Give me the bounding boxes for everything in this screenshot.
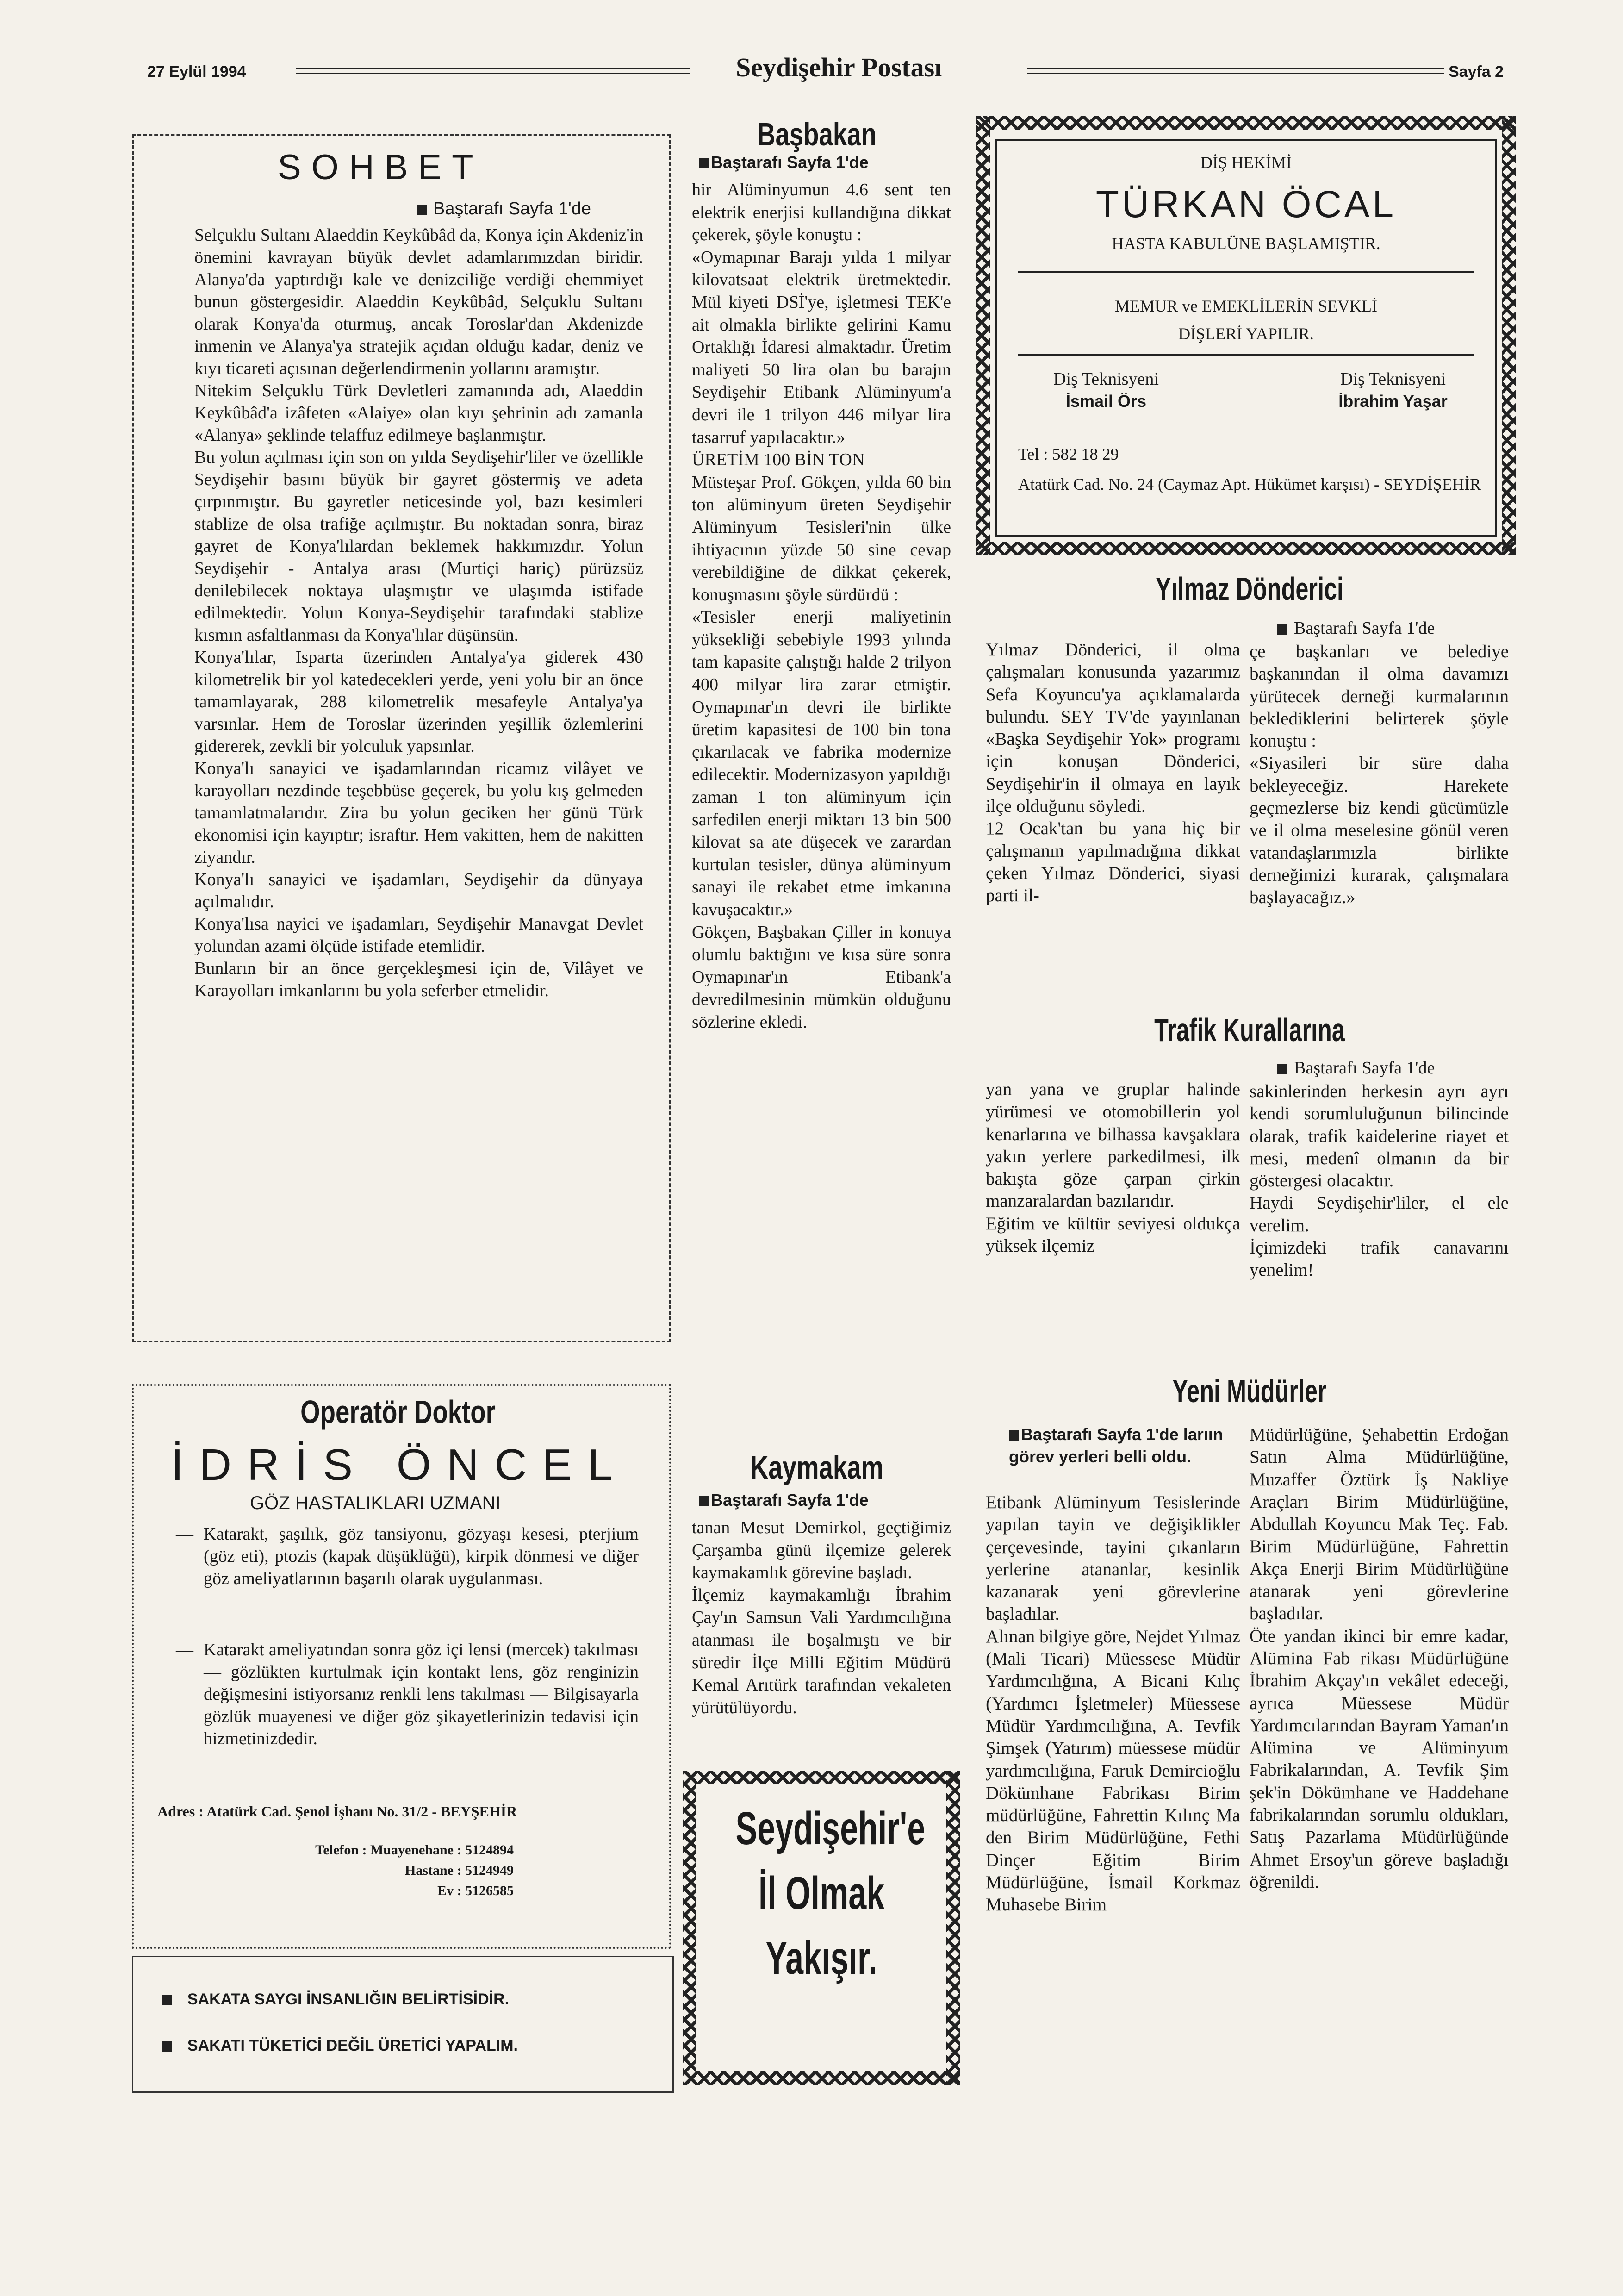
sohbet-continued bbox=[417, 199, 591, 219]
bullet-square-icon bbox=[417, 205, 427, 215]
doctor-service-2: — Katarakt ameliyatından sonra göz içi lensi (mercek) takılması — gözlükten kurtulmak için kontakt lens, göz renginizin değişmesini istiyorsanız renkli lens takılması — Bilgisayarla gözlük muayenesi ve diğer göz şikayetlerinizin tedavisi için hizmetinizdedir. bbox=[176, 1639, 639, 1750]
dentist-address: Atatürk Cad. No. 24 (Caymaz Apt. Hükümet karşısı) - SEYDİŞEHİR bbox=[1018, 475, 1481, 493]
il-olmak-border-top bbox=[683, 1771, 960, 1784]
slogans-box bbox=[132, 1956, 674, 2093]
bullet-square-icon bbox=[1277, 1064, 1287, 1074]
mudurler-body-left: Etibank Alüminyum Tesislerinde yapılan tayin ve değişiklikler çerçevesinde, tayini çıkanların yerlerine atananlar, kesinlik kazanarak yeni görevlerine başladılar. Alınan bilgiye göre, Nejdet Yılmaz (Mali Ticari) Müessese Müdür Yardımcılığına, A Bicani Kılıç (Yardımcı İşletmeler) Müessese Müdür Yardımcılığına, A. Tevfik Şimşek (Yatırım) müessese müdür yardımcılığına, Faruk Demircioğlu Dökümhane Fabrikası Birim müdürlüğüne, Fahrettin Kılınç Ma den Birim Müdürlüğüne, Fethi Dinçer Eğitim Birim Müdürlüğüne, İsmail Korkmaz Muhasebe Birim bbox=[986, 1492, 1240, 1915]
phone-row: Telefon : Muayenehane : 5124894 bbox=[315, 1842, 514, 1858]
il-olmak-text bbox=[735, 1796, 926, 1990]
technician-2-name: İbrahim Yaşar bbox=[1338, 392, 1448, 411]
phone-row: Ev : 5126585 bbox=[437, 1883, 514, 1898]
il-olmak-line-2: İl Olmak bbox=[758, 1867, 885, 1919]
basbakan-title: Başbakan bbox=[757, 116, 877, 152]
trafik-body-right: sakinlerinden herkesin ayrı ayrı kendi sorumluluğunun bilincinde olarak, trafik kaidelerine riayet et mesi, medenî olmanın da bir göstergesi olacaktır. Haydi Seydişehir'liler, el ele verelim. İçimizdeki trafik canavarını yenelim! bbox=[1250, 1081, 1509, 1280]
yilmaz-title: Yılmaz Dönderici bbox=[1155, 571, 1344, 607]
technician-1-name: İsmail Örs bbox=[1065, 392, 1147, 411]
phone-row: Hastane : 5124949 bbox=[405, 1863, 514, 1878]
bullet-square-icon bbox=[162, 1995, 172, 2005]
sohbet-body: Selçuklu Sultanı Alaeddin Keykûbâd da, Konya için Akdeniz'in önemini kavrayan büyük devlet adamlarımızdan biridir. Alanya'da yaptırdığı kale ve denizciliğe verdiği ehemmiyet bunun göstergesidir. Alaeddin Keykûbâd, Selçuklu Sultanı olarak Konya'da oturmuş, ancak Toroslar'dan Akdenizde inmenin ve Alanya'ya stratejik açıdan olduğu kadar, deniz ve kıyı ticareti açısınan değerlendirmenin yollarını aramıştır. Nitekim Selçuklu Türk Devletleri zamanında adı, Alaeddin Keykûbâd'a izâfeten «Alaiye» olan kıyı şehrinin adı zamanla «Alanya» şeklinde telaffuz edilmeye başlanmıştır. Bu yolun açılması için son on yılda Seydişehir'liler ve özellikle Seydişehir basını büyük bir gayret göstermiş ve adeta çırpınmıştır. Bu gayretler neticesinde yol, bazı kesimleri stablize de olsa trafiğe açılmıştır. Bu noktadan sonra, biraz gayret de Konya'lılardan beklemek hakkımızdır. Yolun Seydişehir - Antalya arası (Murtiçi hariç) pürüzsüz denilebilecek noktaya ulaşmıştır ve ulaşımda istifade edilmektedir. Yolun Konya-Seydişehir tarafındaki stablize kısmın asfaltlanması da Konya'lılar düşünsün. Konya'lılar, Isparta üzerinden Antalya'ya giderek 430 kilometrelik bir yol katedecekleri yerde, yeni yolu bir an önce tamamlayarak, 288 kilometrelik mesafeyle Antalya'ya varsınlar. Hem de Toroslar üzerinden yeşillik özlemlerini gidererek, zevkli bir yolculuk yapsınlar. Konya'lı sanayici ve işadamlarından ricamız vilâyet ve karayolları nezdinde teşebbüse geçerek, bu yolu kış gelmeden tamamlatmalarıdır. Zira bu yolun geciken her günü Türk ekonomisi için kayıptır; israftır. Hem vakitten, hem de nakitten ziyandır. Konya'lı sanayici ve işadamları, Seydişehir da dünyaya açılmalıdır. Konya'lısa nayici ve işadamları, Seydişehir Manavgat Devlet yolundan azami ölçüde istifade etemlidir. Bunların bir an önce gerçekleşmesi için de, Vilâyet ve Karayolları imkanlarını bu yola seferber etmelidir. bbox=[194, 225, 643, 1000]
technician-2-title: Diş Teknisyeni bbox=[1340, 369, 1446, 389]
il-olmak-line-1: Seydişehir'e bbox=[735, 1803, 926, 1854]
basbakan-lead: Baştarafı Sayfa 1'de bbox=[711, 153, 869, 172]
il-olmak-border-right bbox=[946, 1771, 960, 2085]
doctor-service-1-text: Katarakt, şaşılık, göz tansiyonu, gözyaşı kesesi, pterjium (göz eti), ptozis (kapak düşüklüğü), kirpik dönmesi ve diğer göz ameliyatlarının başarılı olarak uygulanması. bbox=[204, 1524, 639, 1588]
trafik-lead: Baştarafı Sayfa 1'de bbox=[1294, 1058, 1435, 1078]
mudurler-title: Yeni Müdürler bbox=[1172, 1373, 1327, 1409]
il-olmak-line-3: Yakışır. bbox=[765, 1932, 877, 1984]
slogan-1: SAKATA SAYGI İNSANLIĞIN BELİRTİSİDİR. bbox=[162, 1990, 509, 2009]
dentist-phone: Tel : 582 18 29 bbox=[1018, 445, 1119, 463]
dentist-border-bottom bbox=[976, 542, 1516, 555]
dentist-divider-2 bbox=[1018, 354, 1474, 356]
mudurler-lead: Baştarafı Sayfa 1'de larıın görev yerleri belli oldu. bbox=[1009, 1425, 1223, 1466]
doctor-address: Adres : Atatürk Cad. Şenol İşhanı No. 31/2 - BEYŞEHİR bbox=[157, 1803, 517, 1820]
yilmaz-continued bbox=[1277, 618, 1435, 638]
technician-2 bbox=[1296, 368, 1490, 412]
technician-1-title: Diş Teknisyeni bbox=[1053, 369, 1159, 389]
dentist-border-left bbox=[976, 116, 990, 555]
il-olmak-border-left bbox=[683, 1771, 696, 2085]
bullet-square-icon bbox=[1277, 624, 1287, 635]
mudurler-continued bbox=[1009, 1423, 1231, 1468]
kaymakam-lead: Baştarafı Sayfa 1'de bbox=[711, 1491, 869, 1510]
bullet-square-icon bbox=[1009, 1430, 1019, 1441]
mudurler-body-right: Müdürlüğüne, Şehabettin Erdoğan Satın Alma Müdürlüğüne, Muzaffer Öztürk İş Nakliye Araçları Birim Müdürlüğüne, Abdullah Koyuncu Mak Teç. Fab. Birim Müdürlüğüne, Fahrettin Akça Enerji Birim Müdürlüğüne atanarak yeni görevlerine başladılar. Öte yandan ikinci bir emre kadar, Alümina Fab rikası Müdürlüğüne İbrahim Akçay'ın vekâlet edeceği, ayrıca Müessese Müdür Yardımcılarından Bayram Yaman'ın Alüminа ve Alüminyum Fabrikalarından, A. Tevfik Şim şek'in Dökümhane ve Haddehane fabrikalarından sorumlu oldukları, Satış Pazarlama Müdürlüğünde Ahmet Ersoy'un göreve başladığı öğrenildi. bbox=[1250, 1425, 1509, 1892]
bullet-square-icon bbox=[699, 1496, 709, 1506]
yilmaz-body-left: Yılmaz Dönderici, il olma çalışmaları konusunda yazarımız Sefa Koyuncu'ya açıklamalarda bulundu. SEY TV'de yayınlanan «Başka Seydişehir Yok» programı için konuşan Dönderici, Seydişehir'in il olmaya en layık ilçe olduğunu söyledi. 12 Ocak'tan bu yana hiç bir çalışmanın yapılmadığına dikkat çeken Yılmaz Dönderici, siyasi parti il- bbox=[986, 640, 1240, 906]
trafik-continued bbox=[1277, 1058, 1435, 1078]
doctor-service-1: — Katarakt, şaşılık, göz tansiyonu, gözyaşı kesesi, pterjium (göz eti), ptozis (kapak düşüklüğü), kirpik dönmesi ve diğer göz ameliyatlarının başarılı olarak uygulanması. bbox=[176, 1523, 639, 1590]
basbakan-body: hir Alüminyumun 4.6 sent ten elektrik enerjisi kullandığına dikkat çekerek, şöyle konuştu : «Oymapınar Barajı yılda 1 milyar kilovatsaat elektrik üretmektedir. Mül kiyeti DSİ'ye, işletmesi TEK'e ait olmakla birlikte gelirini Kamu Ortaklığı İdaresi almaktadır. Üretim maliyeti 50 lira olan bu barajın Seydişehir Etibank Alüminyum'a devri ile 1 trilyon 446 milyar lira tasarruf yapılacaktır.» ÜRETİM 100 BİN TON Müsteşar Prof. Gökçen, yılda 60 bin ton alüminyum üreten Seydişehir Alüminyum Tesisleri'nin ülke ihtiyacının yüzde 50 sine cevap verebildiğine de dikkat çekerek, konuşmasını şöyle sürdürdü : «Tesisler enerji maliyetinin yüksekliği sebebiyle 1993 yılında tam kapasite çalıştığı halde 2 trilyon 400 milyar lira zarar etmiştir. Oymapınar'ın devri ile birlikte üretim kapasitesi de 100 bin tona çıkarılacak ve fabrika modernize edilecektir. Modernizasyon yapıldığı zaman 1 ton alüminyum için sarfedilen enerji miktarı 13 bin 500 kilovat sa ate düşecek ve zarardan kurtulan tesisler, dünya alüminyum sanayi ile rekabet etme imkanına kavuşacaktır.» Gökçen, Başbakan Çiller in konuya olumlu baktığını ve kısa süre sonra Oymapınar'ın Etibank'a devredilmesinin mümkün olduğunu sözlerine ekledi. bbox=[692, 180, 951, 1032]
page-number: Sayfa 2 bbox=[1449, 63, 1504, 81]
kaymakam-body: tanan Mesut Demirkol, geçtiğimiz Çarşamba günü ilçemize gelerek kaymakamlık görevine başladı. İlçemiz kaymakamlığı İbrahim Çay'ın Samsun Vali Yardımcılığına atanması ile boşalmıştı ve bir süredir İlçe Milli Eğitim Müdürü Kemal Arıtürk tarafından vekaleten yürütülüyordu. bbox=[692, 1518, 951, 1717]
header-rule-left bbox=[296, 68, 690, 74]
issue-date: 27 Eylül 1994 bbox=[147, 63, 246, 81]
doctor-ad-title: Operatör Doktor bbox=[300, 1394, 496, 1430]
sohbet-title: SOHBET bbox=[278, 148, 484, 187]
dentist-border-top bbox=[976, 116, 1516, 130]
newspaper-name: Seydişehir Postası bbox=[736, 52, 942, 82]
kaymakam-title: Kaymakam bbox=[750, 1449, 884, 1485]
dentist-referral-1: MEMUR ve EMEKLİLERİN SEVKLİ bbox=[1115, 297, 1377, 315]
dentist-name: TÜRKAN ÖCAL bbox=[1095, 183, 1397, 225]
sohbet-lead: Baştarafı Sayfa 1'de bbox=[433, 199, 591, 218]
doctor-name: İDRİS ÖNCEL bbox=[171, 1440, 628, 1490]
doctor-service-2-text: Katarakt ameliyatından sonra göz içi lensi (mercek) takılması — gözlükten kurtulmak için kontakt lens, göz renginizin değişmesini istiyorsanız renkli lens takılması — Bilgisayarla gözlük muayenesi ve diğer göz şikayetlerinizin tedavisi için hizmetinizdedir. bbox=[204, 1640, 639, 1748]
trafik-title: Trafik Kurallarına bbox=[1154, 1012, 1345, 1048]
kaymakam-continued bbox=[699, 1491, 869, 1510]
doctor-specialty: GÖZ HASTALIKLARI UZMANI bbox=[250, 1493, 501, 1513]
dentist-header: DİŞ HEKİMİ bbox=[1200, 153, 1292, 172]
bullet-square-icon bbox=[699, 158, 709, 168]
yilmaz-body-right: çe başkanları ve belediye başkanından il olma davamızı yürütecek derneği kurmalarının beklediklerini belirterek şöyle konuştu : «Siyasileri bir süre daha bekleyeceğiz. Harekete geçmezlerse biz kendi gücümüzle ve il olma meselesine gönül veren vatandaşlarımızla birlikte derneğimizi kurarak, çalışmalara başlayacağız.» bbox=[1250, 642, 1509, 908]
il-olmak-border-bottom bbox=[683, 2071, 960, 2085]
technician-1 bbox=[1009, 368, 1203, 412]
slogan-2: SAKATI TÜKETİCİ DEĞİL ÜRETİCİ YAPALIM. bbox=[162, 2037, 518, 2055]
dentist-border-right bbox=[1502, 116, 1516, 555]
header-rule-right bbox=[1027, 68, 1444, 74]
doctor-phones bbox=[259, 1840, 514, 1901]
dentist-referral-2: DİŞLERİ YAPILIR. bbox=[1178, 324, 1314, 343]
dentist-divider bbox=[1018, 271, 1474, 273]
basbakan-continued bbox=[699, 153, 869, 172]
bullet-square-icon bbox=[162, 2041, 172, 2052]
yilmaz-lead: Baştarafı Sayfa 1'de bbox=[1294, 618, 1435, 638]
dentist-accepting: HASTA KABULÜNE BAŞLAMIŞTIR. bbox=[1112, 234, 1380, 253]
trafik-body-left: yan yana ve gruplar halinde yürümesi ve otomobillerin yol kenarlarına ve bilhassa kavşaklara yakın yerlere parkedilmesi, ilk bakışta göze çarpan çirkin manzaralardan bazılarıdır. Eğitim ve kültür seviyesi oldukça yüksek ilçemiz bbox=[986, 1079, 1240, 1256]
